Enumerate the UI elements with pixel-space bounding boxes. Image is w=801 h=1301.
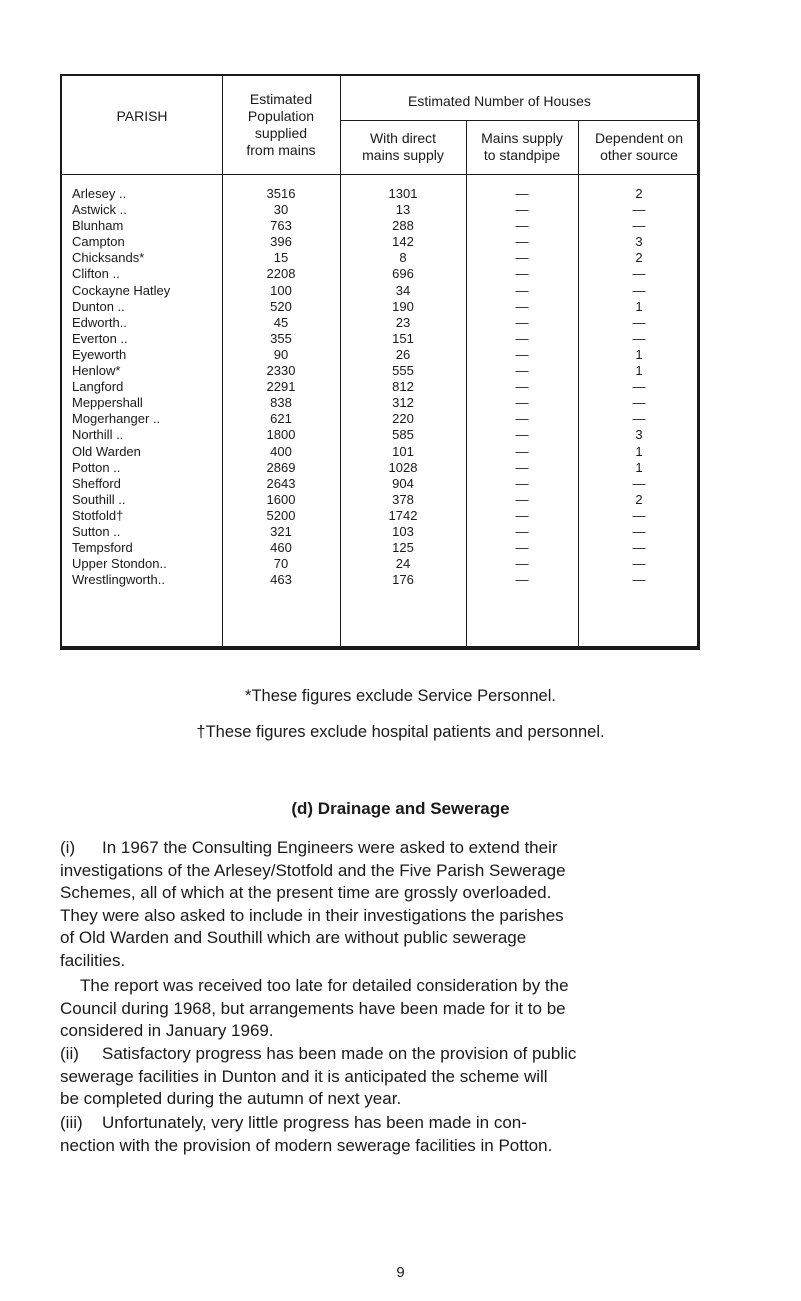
table-cell-other: —: [632, 556, 646, 572]
table-cell-other: 2: [635, 491, 643, 507]
table-cell-parish: Blunham: [72, 218, 124, 234]
paragraph-text: Schemes, all of which at the present time are grossly overloaded.: [60, 883, 552, 903]
paragraph-line: [60, 927, 712, 950]
table-cell-direct: 1028: [388, 459, 418, 475]
paragraph-text: Satisfactory progress has been made on the provision of public: [102, 1044, 577, 1063]
paragraph-line: [60, 1066, 712, 1089]
table-cell-parish: Eyeworth: [72, 346, 127, 362]
paragraph-line: [60, 837, 712, 860]
paragraph-text: Council during 1968, but arrangements have been made for it to be: [60, 998, 566, 1018]
table-cell-stand: —: [515, 202, 529, 218]
table-cell-parish: Stotfold†: [72, 507, 124, 523]
table-cell-stand: —: [515, 507, 529, 523]
table-cell-other: —: [632, 395, 646, 411]
table-cell-stand: —: [515, 282, 529, 298]
table-cell-stand: —: [515, 523, 529, 539]
table-cell-other: 3: [635, 234, 643, 250]
table-cell-parish: Edworth..: [72, 314, 127, 330]
table-cell-stand: —: [515, 540, 529, 556]
table-cell-stand: —: [515, 250, 529, 266]
table-cell-stand: —: [515, 218, 529, 234]
section-heading: (d) Drainage and Sewerage: [291, 799, 510, 818]
table-cell-other: —: [632, 218, 646, 234]
table-cell-other: —: [632, 475, 646, 491]
table-cell-other: —: [632, 266, 646, 282]
table-cell-direct: 696: [392, 266, 414, 282]
table-cell-other: —: [632, 314, 646, 330]
paragraph-label: (ii): [60, 1044, 79, 1063]
table-cell-other: 1: [635, 459, 643, 475]
header-other: Dependent on other source: [595, 130, 683, 163]
table-cell-parish: Old Warden: [72, 443, 141, 459]
table-cell-parish: Langford: [72, 379, 124, 395]
table-cell-direct: 151: [392, 330, 414, 346]
header-direct: With direct mains supply: [362, 130, 444, 163]
paragraph-label: (iii): [60, 1113, 83, 1132]
table-cell-parish: Meppershall: [72, 395, 143, 411]
table-cell-stand: —: [515, 475, 529, 491]
table-cell-stand: —: [515, 395, 529, 411]
table-cell-parish: Potton ..: [72, 459, 121, 475]
table-cell-stand: —: [515, 266, 529, 282]
table-cell-stand: —: [515, 298, 529, 314]
paragraph-text: investigations of the Arlesey/Stotfold and the Five Parish Sewerage: [60, 860, 566, 880]
paragraph: [60, 975, 712, 1043]
table-cell-pop: 355: [270, 330, 292, 346]
table-cell-other: 1: [635, 363, 643, 379]
table-divider: [340, 120, 697, 121]
footnote-service: *These figures exclude Service Personnel.: [245, 687, 556, 705]
header-parish: PARISH: [116, 108, 168, 124]
table-cell-pop: 460: [270, 540, 292, 556]
table-cell-parish: Campton: [72, 234, 125, 250]
paragraph-line: [60, 882, 712, 905]
table-cell-parish: Upper Stondon..: [72, 556, 167, 572]
table-cell-stand: —: [515, 459, 529, 475]
paragraph-text: They were also asked to include in their investigations the parishes: [60, 905, 564, 925]
paragraph-line: [60, 950, 712, 973]
table-cell-direct: 23: [395, 314, 411, 330]
table-cell-other: —: [632, 202, 646, 218]
table-cell-pop: 2291: [266, 379, 296, 395]
table-cell-direct: 8: [399, 250, 407, 266]
paragraph: [60, 837, 712, 973]
table-cell-direct: 101: [392, 443, 414, 459]
table-cell-other: 3: [635, 427, 643, 443]
paragraph-line: [60, 860, 712, 883]
table-cell-parish: Shefford: [72, 475, 121, 491]
paragraph-line: [60, 975, 712, 998]
table-cell-other: —: [632, 282, 646, 298]
water-supply-table: [60, 74, 700, 650]
table-cell-other: —: [632, 507, 646, 523]
paragraph-line: [60, 998, 712, 1021]
table-cell-pop: 520: [270, 298, 292, 314]
table-cell-direct: 220: [392, 411, 414, 427]
table-cell-pop: 463: [270, 572, 292, 588]
paragraph-text: The report was received too late for detailed consideration by the: [80, 976, 569, 995]
table-cell-pop: 15: [273, 250, 289, 266]
table-cell-direct: 585: [392, 427, 414, 443]
header-population: Estimated Population supplied from mains: [246, 91, 316, 158]
table-cell-other: —: [632, 411, 646, 427]
table-cell-parish: Chicksands*: [72, 250, 145, 266]
page-number: 9: [396, 1264, 405, 1281]
paragraph-text: Unfortunately, very little progress has been made in con-: [102, 1113, 527, 1132]
paragraph-text: be completed during the autumn of next year.: [60, 1089, 402, 1109]
table-cell-pop: 5200: [266, 507, 296, 523]
direct-supply-column: [340, 186, 466, 588]
table-cell-direct: 26: [395, 346, 411, 362]
table-cell-direct: 378: [392, 491, 414, 507]
table-cell-direct: 812: [392, 379, 414, 395]
table-cell-parish: Dunton ..: [72, 298, 125, 314]
paragraph-label: (i): [60, 838, 76, 857]
table-header-rule: [62, 174, 697, 175]
table-cell-pop: 321: [270, 523, 292, 539]
table-cell-other: —: [632, 330, 646, 346]
table-cell-pop: 2869: [266, 459, 296, 475]
table-cell-parish: Southill ..: [72, 491, 126, 507]
table-cell-stand: —: [515, 443, 529, 459]
table-cell-pop: 90: [273, 346, 289, 362]
table-cell-parish: Cockayne Hatley: [72, 282, 171, 298]
table-cell-stand: —: [515, 234, 529, 250]
footnote-hospital: †These figures exclude hospital patients and personnel.: [196, 723, 605, 741]
table-cell-direct: 190: [392, 298, 414, 314]
table-cell-parish: Clifton ..: [72, 266, 120, 282]
paragraph-line: [60, 1043, 712, 1066]
table-cell-parish: Tempsford: [72, 540, 133, 556]
table-cell-other: 2: [635, 186, 643, 201]
table-cell-direct: 125: [392, 540, 414, 556]
table-cell-pop: 1800: [266, 427, 296, 443]
table-cell-direct: 34: [395, 282, 411, 298]
population-column: [222, 186, 340, 588]
parish-column: [62, 186, 222, 588]
table-cell-other: —: [632, 523, 646, 539]
table-cell-direct: 142: [392, 234, 414, 250]
table-cell-parish: Sutton ..: [72, 523, 121, 539]
table-cell-stand: —: [515, 427, 529, 443]
table-cell-pop: 70: [273, 556, 289, 572]
paragraph-text: sewerage facilities in Dunton and it is anticipated the scheme will: [60, 1066, 548, 1086]
table-cell-parish: Arlesey ..: [72, 186, 127, 201]
table-cell-stand: —: [515, 186, 529, 201]
header-standpipe: Mains supply to standpipe: [481, 130, 563, 163]
table-cell-other: —: [632, 379, 646, 395]
table-cell-direct: 103: [392, 523, 414, 539]
table-cell-pop: 1600: [266, 491, 296, 507]
table-cell-other: 1: [635, 298, 643, 314]
table-cell-pop: 3516: [266, 186, 296, 201]
paragraph-line: [60, 1135, 712, 1158]
table-cell-other: 1: [635, 346, 643, 362]
table-cell-other: —: [632, 540, 646, 556]
table-cell-parish: Everton ..: [72, 330, 128, 346]
table-cell-direct: 176: [392, 572, 414, 588]
paragraph-line: [60, 1088, 712, 1111]
table-cell-other: —: [632, 572, 646, 588]
table-cell-parish: Astwick ..: [72, 202, 127, 218]
table-cell-parish: Mogerhanger ..: [72, 411, 161, 427]
table-cell-stand: —: [515, 572, 529, 588]
table-cell-pop: 838: [270, 395, 292, 411]
paragraph-text: considered in January 1969.: [60, 1021, 274, 1041]
other-source-column: [578, 186, 700, 588]
paragraph-text: In 1967 the Consulting Engineers were asked to extend their: [102, 838, 558, 857]
table-cell-stand: —: [515, 363, 529, 379]
paragraph-text: facilities.: [60, 950, 126, 970]
table-cell-direct: 13: [395, 202, 411, 218]
table-cell-pop: 763: [270, 218, 292, 234]
table-cell-stand: —: [515, 346, 529, 362]
table-cell-parish: Wrestlingworth..: [72, 572, 165, 588]
table-cell-pop: 100: [270, 282, 292, 298]
paragraph-line: [60, 1020, 712, 1043]
table-cell-pop: 2643: [266, 475, 296, 491]
table-cell-pop: 45: [273, 314, 289, 330]
table-cell-direct: 288: [392, 218, 414, 234]
table-cell-pop: 400: [270, 443, 292, 459]
paragraph: [60, 1112, 712, 1157]
table-cell-pop: 30: [273, 202, 289, 218]
table-cell-direct: 904: [392, 475, 414, 491]
table-cell-other: 1: [635, 443, 643, 459]
table-cell-pop: 396: [270, 234, 292, 250]
table-cell-other: 2: [635, 250, 643, 266]
table-cell-stand: —: [515, 556, 529, 572]
table-cell-stand: —: [515, 491, 529, 507]
standpipe-column: [466, 186, 578, 588]
table-cell-pop: 621: [270, 411, 292, 427]
table-cell-stand: —: [515, 314, 529, 330]
table-cell-direct: 555: [392, 363, 414, 379]
table-cell-stand: —: [515, 411, 529, 427]
table-cell-direct: 1742: [388, 507, 418, 523]
table-cell-direct: 24: [395, 556, 411, 572]
table-cell-pop: 2208: [266, 266, 296, 282]
table-cell-pop: 2330: [266, 363, 296, 379]
paragraph-line: [60, 1112, 712, 1135]
table-cell-parish: Henlow*: [72, 363, 121, 379]
table-cell-direct: 312: [392, 395, 414, 411]
table-cell-stand: —: [515, 379, 529, 395]
paragraph-text: of Old Warden and Southill which are without public sewerage: [60, 928, 527, 948]
table-cell-parish: Northill ..: [72, 427, 124, 443]
table-cell-stand: —: [515, 330, 529, 346]
paragraph: [60, 1043, 712, 1111]
header-houses-group: Estimated Number of Houses: [408, 93, 591, 109]
table-cell-direct: 1301: [388, 186, 418, 201]
paragraph-text: nection with the provision of modern sewerage facilities in Potton.: [60, 1135, 553, 1155]
paragraph-line: [60, 905, 712, 928]
